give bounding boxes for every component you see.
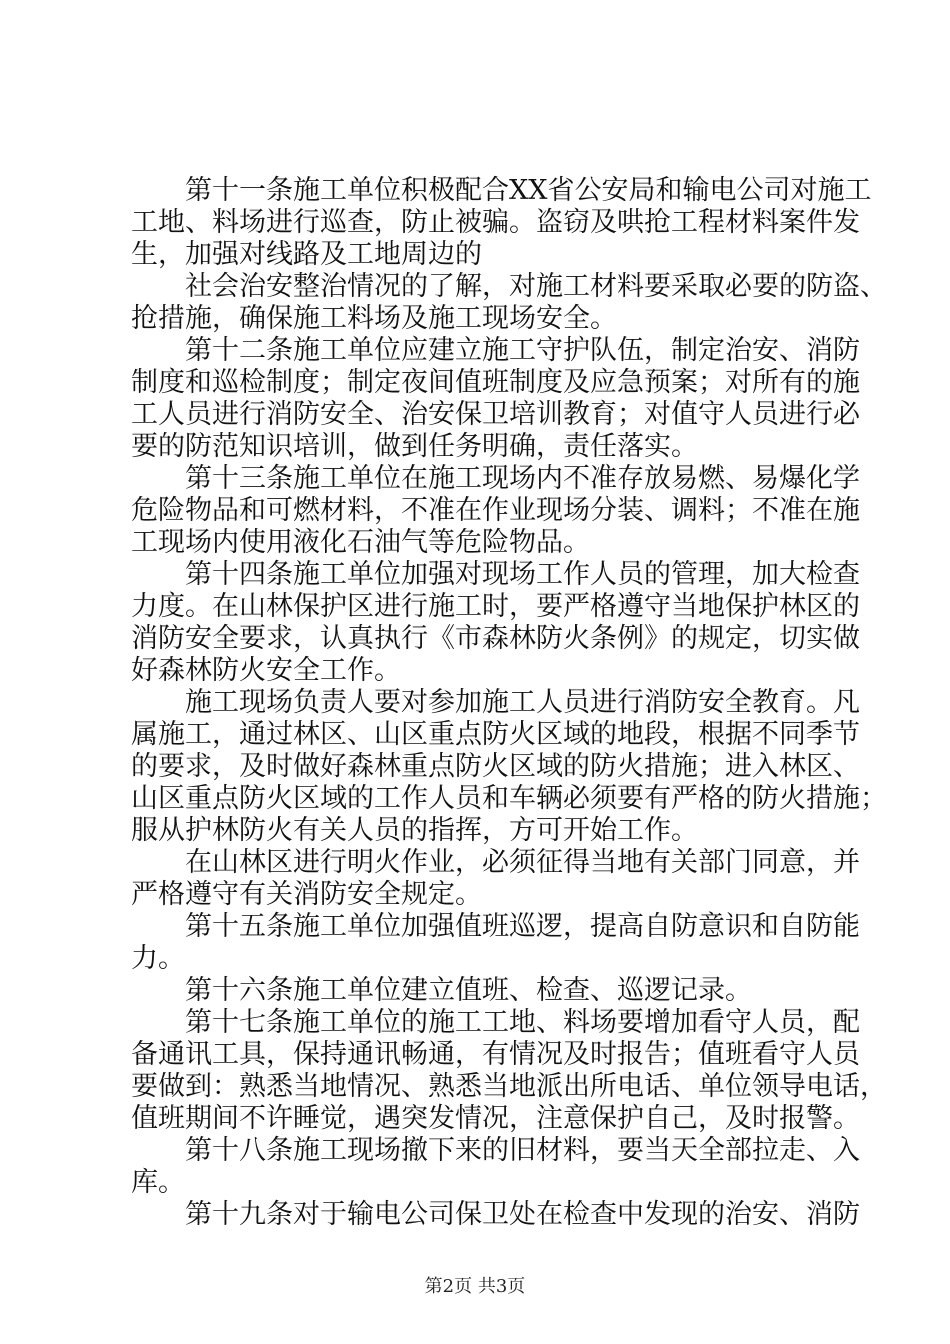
text-line: 生，加强对线路及工地周边的 [131, 239, 482, 270]
text-line: 第十八条施工现场撤下来的旧材料，要当天全部拉走、入 [185, 1135, 860, 1166]
text-line: 山区重点防火区域的工作人员和车辆必须要有严格的防火措施； [131, 783, 887, 814]
text-line: 第十一条施工单位积极配合XX省公安局和输电公司对施工 [185, 175, 872, 206]
text-line: 第十三条施工单位在施工现场内不准存放易燃、易爆化学 [185, 463, 860, 494]
text-line: 社会治安整治情况的了解，对施工材料要采取必要的防盗、 [185, 271, 887, 302]
text-line: 在山林区进行明火作业，必须征得当地有关部门同意，并 [185, 847, 860, 878]
text-line: 好森林防火安全工作。 [131, 655, 401, 686]
text-line: 第十九条对于输电公司保卫处在检查中发现的治安、消防 [185, 1199, 860, 1230]
text-line: 要做到：熟悉当地情况、熟悉当地派出所电话、单位领导电话， [131, 1071, 887, 1102]
text-line: 第十七条施工单位的施工工地、料场要增加看守人员，配 [185, 1007, 860, 1038]
text-line: 服从护林防火有关人员的指挥，方可开始工作。 [131, 815, 698, 846]
text-line: 要的防范知识培训，做到任务明确，责任落实。 [131, 431, 698, 462]
text-line: 制度和巡检制度；制定夜间值班制度及应急预案；对所有的施 [131, 367, 860, 398]
text-line: 抢措施，确保施工料场及施工现场安全。 [131, 303, 617, 334]
text-line: 库。 [131, 1167, 185, 1198]
text-line: 第十五条施工单位加强值班巡逻，提高自防意识和自防能 [185, 911, 860, 942]
text-line: 值班期间不许睡觉，遇突发情况，注意保护自己，及时报警。 [131, 1103, 860, 1134]
text-line: 力度。在山林保护区进行施工时，要严格遵守当地保护林区的 [131, 591, 860, 622]
page-footer: 第2页 共3页 [424, 1276, 526, 1297]
text-line: 第十六条施工单位建立值班、检查、巡逻记录。 [185, 975, 752, 1006]
text-line: 属施工，通过林区、山区重点防火区域的地段，根据不同季节 [131, 719, 860, 750]
text-line: 力。 [131, 943, 185, 974]
text-line: 第十四条施工单位加强对现场工作人员的管理，加大检查 [185, 559, 860, 590]
text-line: 工现场内使用液化石油气等危险物品。 [131, 527, 590, 558]
text-line: 第十二条施工单位应建立施工守护队伍，制定治安、消防 [185, 335, 860, 366]
text-line: 工地、料场进行巡查，防止被骗。盗窃及哄抢工程材料案件发 [131, 207, 860, 238]
text-line: 消防安全要求，认真执行《市森林防火条例》的规定，切实做 [131, 623, 860, 654]
text-line: 危险物品和可燃材料，不准在作业现场分装、调料；不准在施 [131, 495, 860, 526]
text-line: 施工现场负责人要对参加施工人员进行消防安全教育。凡 [185, 687, 860, 718]
text-line: 备通讯工具，保持通讯畅通，有情况及时报告；值班看守人员 [131, 1039, 860, 1070]
text-line: 的要求，及时做好森林重点防火区域的防火措施；进入林区、 [131, 751, 860, 782]
text-line: 工人员进行消防安全、治安保卫培训教育；对值守人员进行必 [131, 399, 860, 430]
text-line: 严格遵守有关消防安全规定。 [131, 879, 482, 910]
